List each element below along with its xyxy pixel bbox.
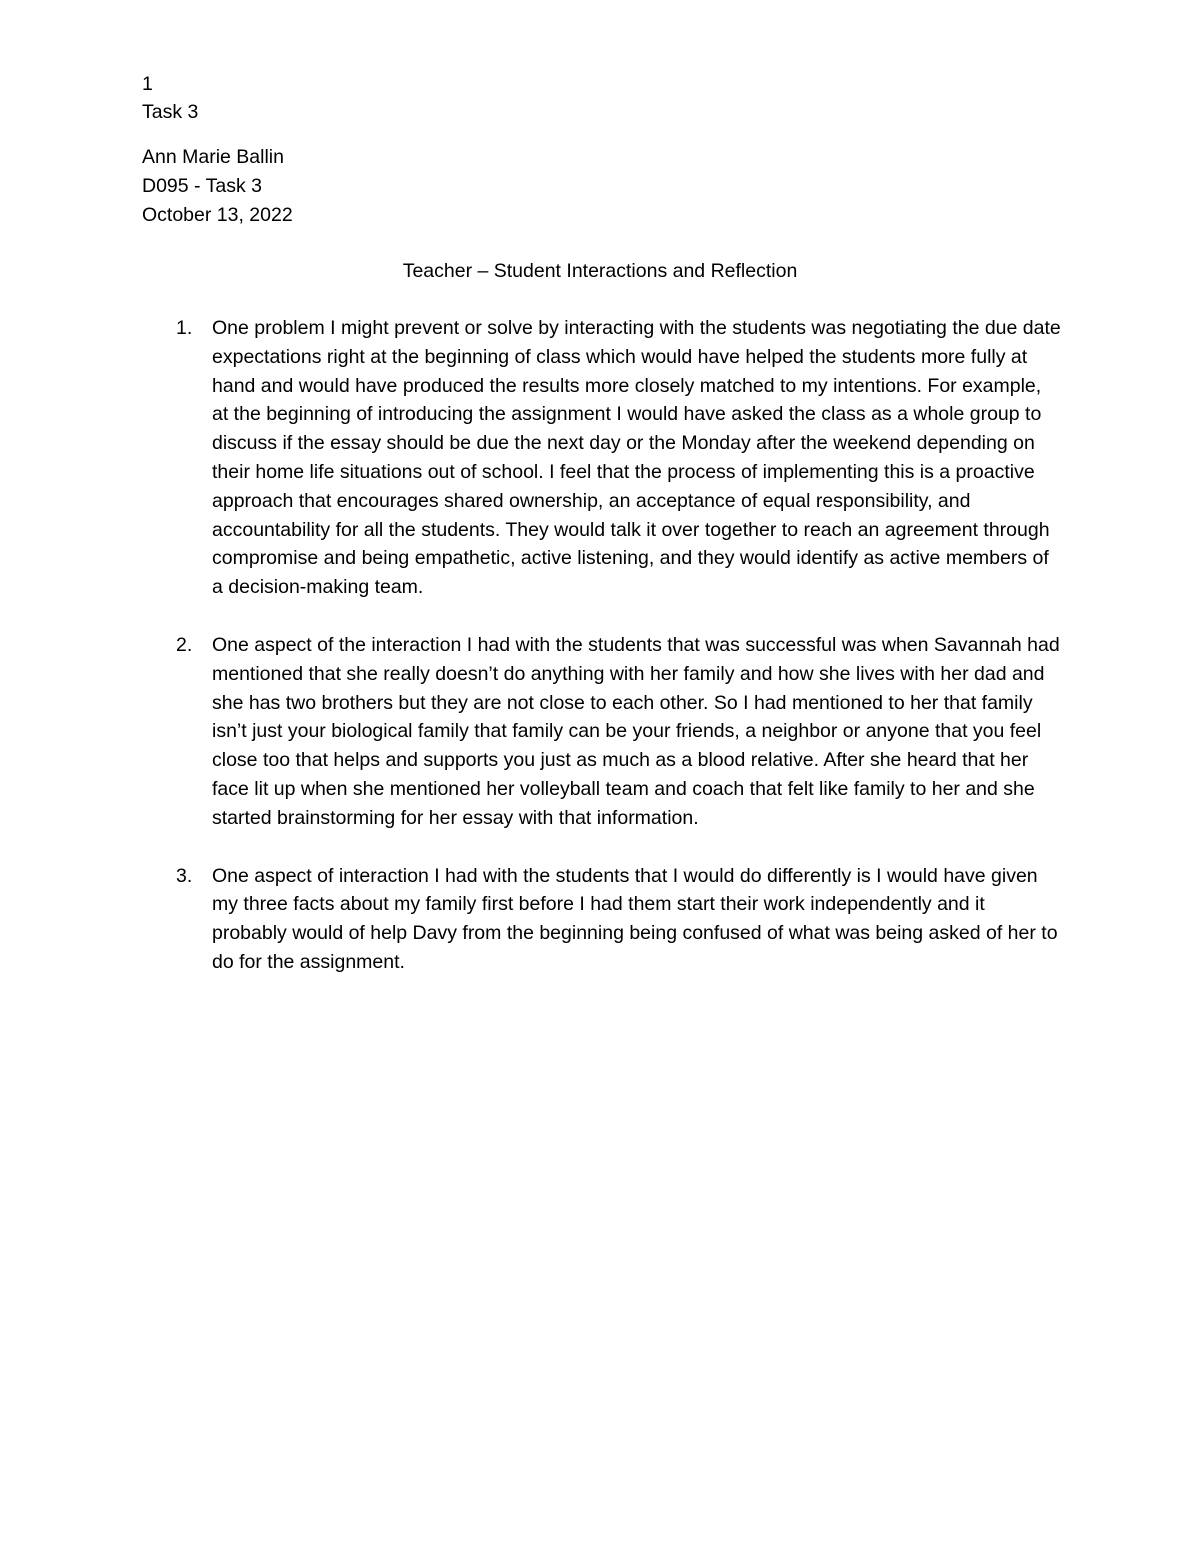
running-title: Task 3 <box>142 101 199 123</box>
list-item <box>142 631 1062 833</box>
list-item-text: One aspect of interaction I had with the students that I would do differently is I would have given my three facts about my family first before I had them start their work independently and it probably would of help Davy from the beginning being confused of what was being asked of her to do for the assignment. <box>212 864 1058 973</box>
reflection-list <box>142 314 1062 1006</box>
list-item-text: One problem I might prevent or solve by interacting with the students was negotiating the due date expectations right at the beginning of class which would have helped the students more fully at hand and would have produced the results more closely matched to my intentions. For example, at the beginning of introducing the assignment I would have asked the class as a whole group to discuss if the essay should be due the next day or the Monday after the weekend depending on their home life situations out of school. I feel that the process of implementing this is a proactive approach that encourages shared ownership, an acceptance of equal responsibility, and accountability for all the students. They would talk it over together to reach an agreement through compromise and being empathetic, active listening, and they would identify as active members of a decision-making team. <box>212 317 1061 599</box>
list-item-number: 2. <box>176 633 193 656</box>
list-item-number: 1. <box>176 317 193 339</box>
page-header <box>142 70 198 126</box>
document-date: October 13, 2022 <box>142 204 293 226</box>
course-label: D095 - Task 3 <box>142 175 262 197</box>
page-number: 1 <box>142 73 153 95</box>
author-info <box>142 143 293 230</box>
author-name: Ann Marie Ballin <box>142 146 284 168</box>
list-item <box>142 862 1062 977</box>
list-item-text: One aspect of the interaction I had with the students that was successful was when Savannah had mentioned that she really doesn’t do anything with her family and how she lives with her dad and she has two brothers but they are not close to each other. So I had mentioned to her that family isn’t just your biological family that family can be your friends, a neighbor or anyone that you feel close too that helps and supports you just as much as a blood relative. After she heard that her face lit up when she mentioned her volleyball team and coach that felt like family to her and she started brainstorming for her essay with that information. <box>212 633 1060 829</box>
list-item <box>142 314 1062 602</box>
document-title: Teacher – Student Interactions and Reflection <box>402 260 798 282</box>
list-item-number: 3. <box>176 864 193 887</box>
